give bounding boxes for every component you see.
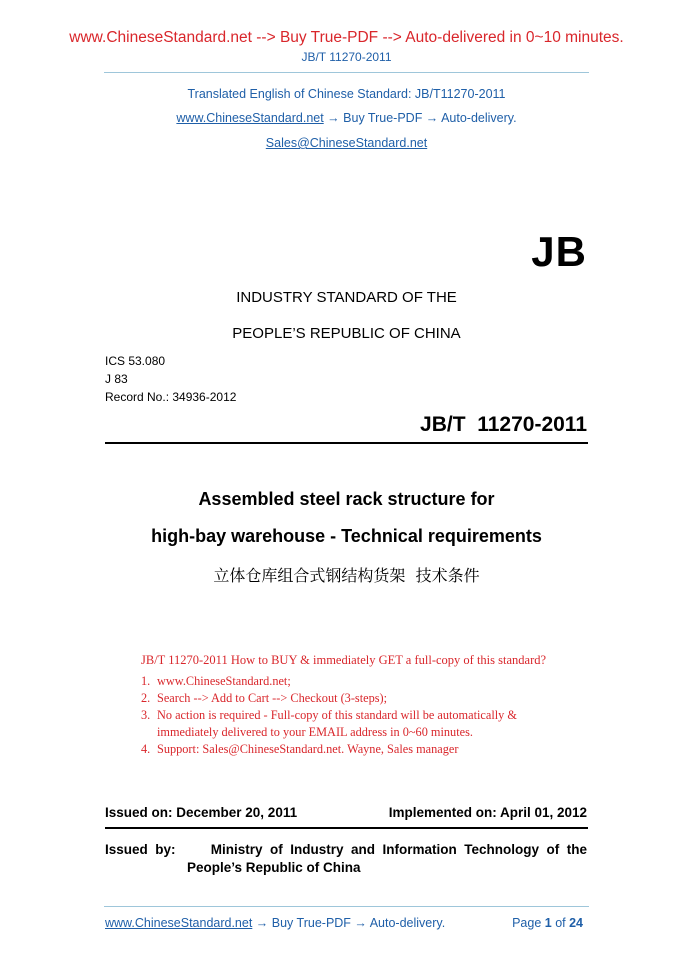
title-line-2: high-bay warehouse - Technical requirements: [151, 526, 542, 546]
buy-step-number: 4.: [141, 742, 151, 756]
issued-on-date: Issued on: December 20, 2011: [105, 805, 298, 820]
intro-email-line: [0, 136, 693, 150]
buy-step-text: No action is required - Full-copy of this standard will be automatically & immediately delivered to your EMAIL address in 0~60 minutes.: [157, 708, 517, 739]
header-doc-code: JB/T 11270-2011: [301, 50, 392, 64]
buy-step: [141, 673, 581, 690]
j-code: J 83: [105, 372, 128, 386]
issuer-line-2: People’s Republic of China: [187, 860, 361, 875]
page-of: of: [551, 916, 570, 930]
issued-by-label: Issued by:: [105, 842, 176, 857]
dates-divider: [105, 827, 588, 829]
header-divider: [104, 72, 589, 73]
translated-note: Translated English of Chinese Standard: JB/T11270-2011: [187, 87, 506, 101]
buy-step-number: 3.: [141, 708, 151, 722]
buy-step-text: Search --> Add to Cart --> Checkout (3-steps);: [157, 691, 388, 705]
footer-divider: [104, 906, 589, 907]
intro-email-link[interactable]: Sales@ChineseStandard.net: [265, 136, 428, 150]
buy-step-number: 2.: [141, 691, 151, 705]
page-label: Page: [512, 916, 545, 930]
title-line-1: Assembled steel rack structure for: [198, 489, 495, 509]
intro-site-line: [0, 111, 693, 125]
page-indicator: [512, 916, 583, 930]
standard-number: JB/T 11270-2011: [420, 413, 587, 436]
record-number: Record No.: 34936-2012: [105, 390, 237, 404]
implemented-on-date: Implemented on: April 01, 2012: [388, 805, 587, 820]
title-chinese: 立体仓库组合式钢结构货架 技术条件: [213, 566, 480, 585]
footer-site-link[interactable]: www.ChineseStandard.net: [105, 916, 253, 930]
page-current: 1: [544, 916, 552, 930]
footer-site-line: [105, 916, 445, 930]
buy-step-text: Support: Sales@ChineseStandard.net. Wayne, Sales manager: [157, 742, 459, 756]
intro-site-link[interactable]: www.ChineseStandard.net: [176, 111, 324, 125]
industry-line-2: PEOPLE’S REPUBLIC OF CHINA: [232, 325, 461, 342]
issuer-line-1: Ministry of Industry and Information Technology of the: [210, 842, 587, 857]
buy-step-text[interactable]: www.ChineseStandard.net;: [157, 674, 291, 688]
ics-code: ICS 53.080: [105, 354, 166, 368]
buy-step-number: 1.: [141, 674, 151, 688]
top-banner[interactable]: www.ChineseStandard.net --> Buy True-PDF --> Auto-delivered in 0~10 minutes.: [69, 29, 624, 46]
footer-site-rest: → Buy True-PDF → Auto-delivery.: [252, 916, 446, 930]
jb-logo: JB: [531, 228, 587, 275]
cover-divider: [105, 442, 588, 444]
intro-site-rest: → Buy True-PDF → Auto-delivery.: [323, 111, 517, 125]
buy-step: [141, 741, 581, 758]
buy-step: [141, 690, 581, 707]
buy-steps-list: [141, 673, 581, 758]
buy-heading: JB/T 11270-2011 How to BUY & immediately GET a full-copy of this standard?: [141, 653, 547, 667]
page-total: 24: [569, 916, 583, 930]
buy-step: [141, 707, 581, 741]
industry-line-1: INDUSTRY STANDARD OF THE: [236, 289, 457, 306]
